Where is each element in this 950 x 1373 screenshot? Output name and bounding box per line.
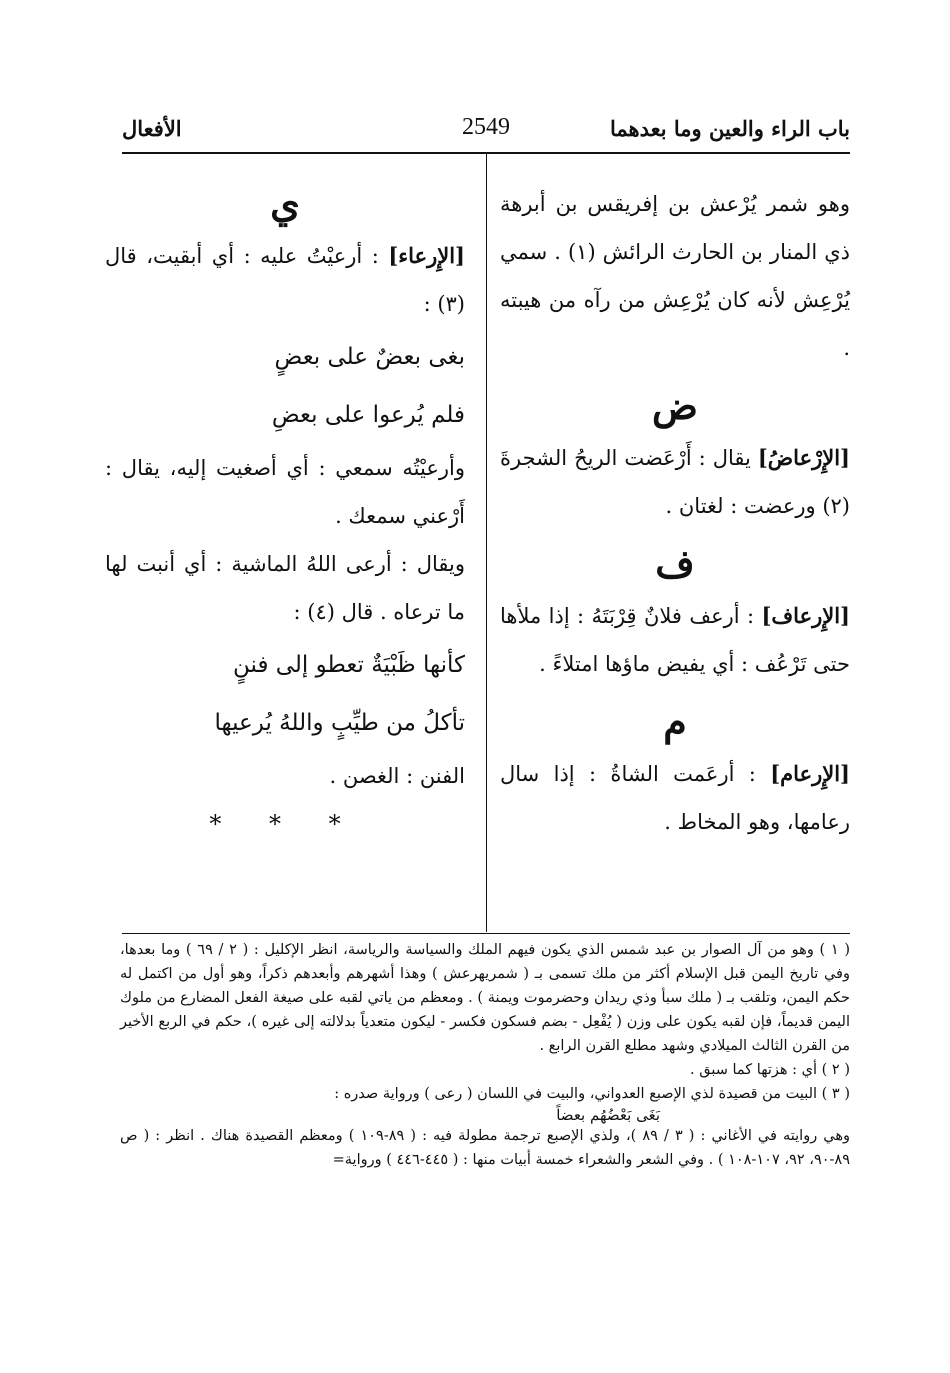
footnote: ( ٢ ) أي : هزتها كما سبق .	[690, 1062, 850, 1078]
verse-line: كأنها ظَبْيَةٌ تعطو إلى فننٍ	[233, 652, 465, 678]
paragraph: ويقال : أرعى اللهُ الماشية : أي أنبت لها ما ترعاه . قال (٤) :	[105, 552, 465, 624]
footnote: ( ١ ) وهو من آل الصوار بن عبد شمس الذي يكون فيهم الملك والسياسة والرياسة، انظر الإكليل : ( ٢ / ٦٩ ) وما بعدها، وفي تاريخ اليمن قبل الإسلام أكثر من ملك تسمى بـ ( شمريهرعش ) وهذا أشهرهم وأبعدهم ذكراً، وهو أول من اكتمل له حكم اليمن، وتلقب بـ ( ملك سبأ وذي ريدان وحضرموت ويمنة ) . ومعظم من ياتي لقبه على صيغة الفعل المضارع من ملوك اليمن قديماً، فإن لقبه يكون على وزن ( يُفْعِل - بضم فسكون فكسر - ليكون متعدياً بدلالته إلى غيره )، حكم في الربع الأخير من القرن الثالث الميلادي وشهد مطلع القرن الرابع .	[120, 942, 850, 1054]
entry-body: : أرعيْتُ عليه : أي أبقيت، قال (٣) :	[105, 244, 465, 316]
letter-heading: ض	[652, 383, 698, 428]
entry-body: : أرعَمت الشاةُ : إذا سال رعامها، وهو المخاط .	[500, 762, 850, 834]
entry-body: يقال : أَرْعَضت الريحُ الشجرةَ (٢) ورعضت : لغتان .	[500, 446, 850, 518]
footnote-rule	[122, 933, 850, 934]
letter-heading: م	[663, 699, 687, 744]
verse-line: تأكلُ من طيِّبٍ واللهُ يُرعيها	[214, 710, 465, 736]
entry	[500, 434, 850, 530]
entry-term: [الإِرعاف]	[761, 603, 850, 628]
entry	[500, 750, 850, 846]
right-column	[500, 180, 850, 846]
letter-heading: ف	[655, 541, 695, 586]
page-header	[122, 112, 850, 152]
entry-term: [الإِرعام]	[770, 761, 850, 786]
entry	[500, 592, 850, 688]
entry	[105, 232, 465, 328]
letter-heading: ي	[270, 181, 300, 226]
section-separator: * * *	[209, 810, 361, 838]
footnote-verse: بَغَى بَعْضُهُم بعضاً	[556, 1106, 660, 1124]
paragraph: الفنن : الغصن .	[329, 764, 465, 788]
paragraph: وهو شمر يُرْعش بن إفريقس بن أبرهة ذي المنار بن الحارث الرائش (١) . سمي يُرْعِش لأنه كان يُرْعِش من رآه من هيبته .	[500, 192, 850, 360]
footnote: ( ٣ ) البيت من قصيدة لذي الإصبع العدواني، والبيت في اللسان ( رعى ) ورواية صدره :	[334, 1086, 850, 1102]
footnote: وهي روايته في الأغاني : ( ٣ / ٨٩ )، ولذي الإصبع ترجمة مطولة فيه : ( ٨٩-١٠٩ ) ومعظم القصيدة هناك . انظر : ( ص ٨٩-٩٠، ٩٢، ١٠٧-١٠٨ ) . وفي الشعر والشعراء خمسة أبيات منها : ( ٤٤٥-٤٤٦ ) ورواية=	[120, 1128, 851, 1168]
entry-term: [الإِرعاء]	[388, 243, 465, 268]
left-column	[105, 176, 465, 848]
paragraph: وأرعيْتُه سمعي : أي أصغيت إليه، يقال : أَرْعني سمعك .	[105, 456, 465, 528]
footnotes	[120, 938, 850, 1172]
entry-body: : أرعف فلانٌ قِرْبَتَهُ : إذا ملأها حتى تَرْعُف : أي يفيض ماؤها امتلاءً .	[500, 604, 850, 676]
section-title: الأفعال	[122, 116, 182, 141]
entry-term: [الإِرْعاضُ]	[757, 445, 850, 470]
verse-line: بغى بعضٌ على بعضٍ	[274, 344, 465, 370]
verse-line: فلم يُرعوا على بعضِ	[271, 402, 465, 428]
column-divider	[486, 154, 487, 932]
chapter-title: باب الراء والعين وما بعدهما	[609, 116, 850, 141]
page-number: 2549	[462, 114, 510, 140]
